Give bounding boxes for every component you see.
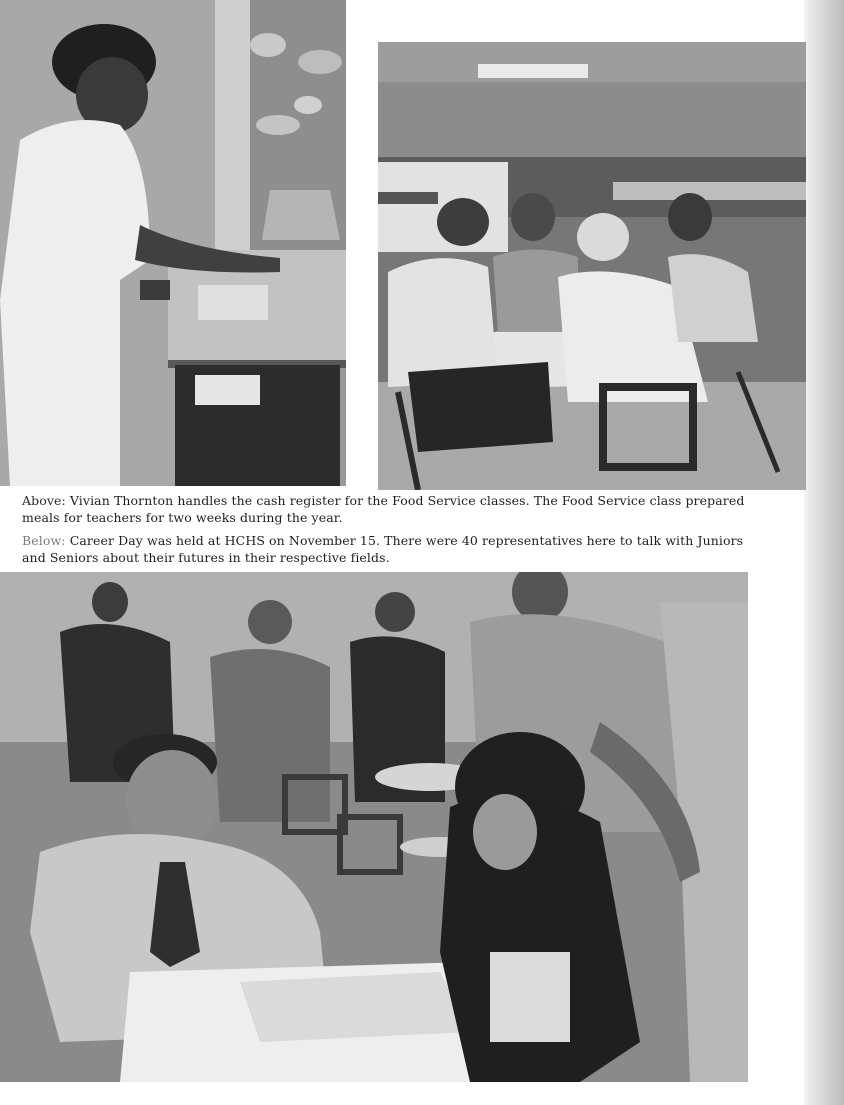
photo-food-service-dining xyxy=(378,42,806,490)
caption-below-text: Career Day was held at HCHS on November 15. There were 40 representatives here to talk with Juniors and Seniors about their futures in their respective fields. xyxy=(22,533,744,565)
page-edge-shadow xyxy=(804,0,844,1105)
photo-career-day xyxy=(0,572,748,1082)
caption-below-lead: Below: xyxy=(22,533,66,548)
photo-cash-register xyxy=(0,0,346,486)
caption-above xyxy=(22,492,762,526)
caption-below xyxy=(22,532,762,566)
caption-above-text: Vivian Thornton handles the cash register for the Food Service classes. The Food Service class prepared meals for teachers for two weeks during the year. xyxy=(22,493,745,525)
caption-above-lead: Above: xyxy=(22,493,66,508)
